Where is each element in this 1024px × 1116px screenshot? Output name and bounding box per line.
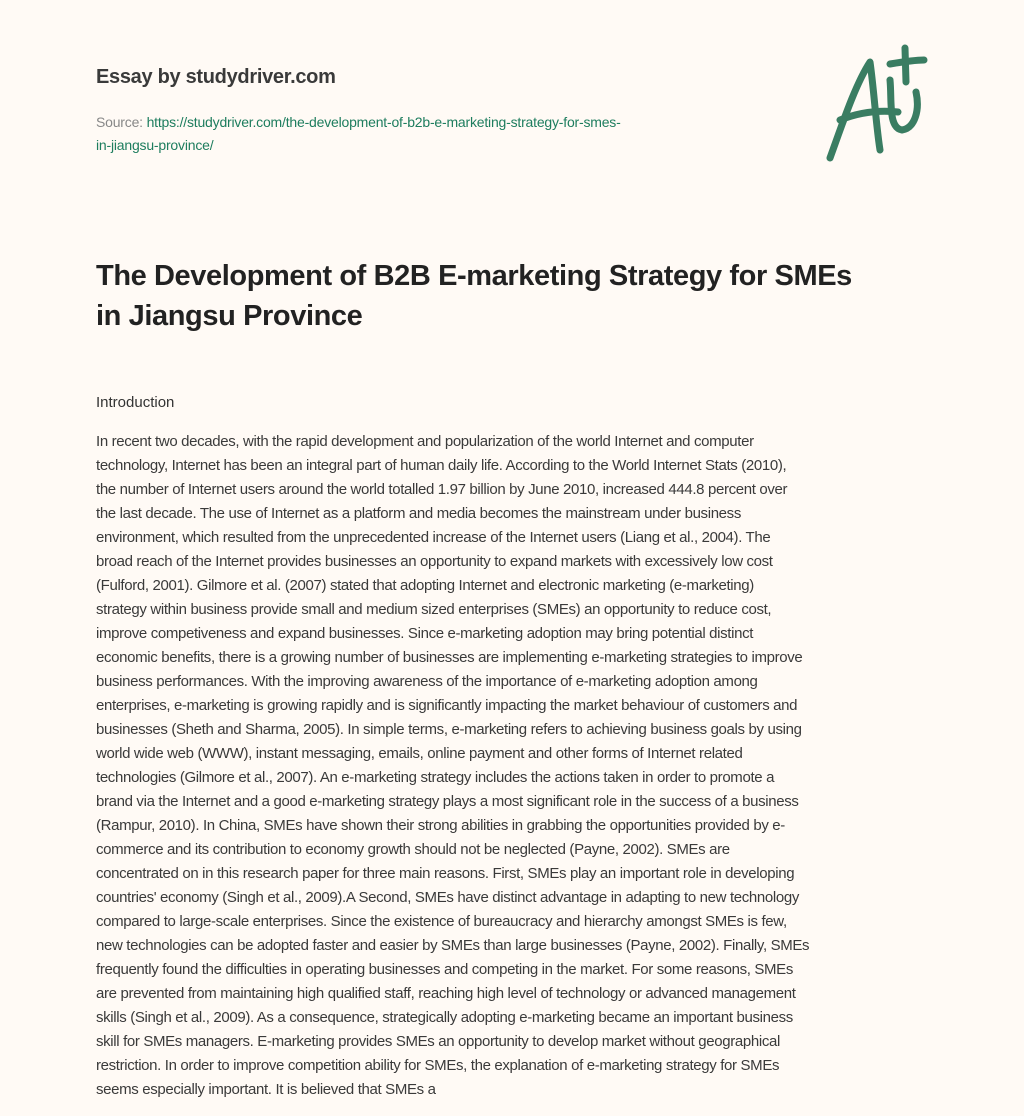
body-line: economic benefits, there is a growing number of businesses are implementing e-marketing strategies to improve: [96, 649, 803, 666]
body-line: business performances. With the improving awareness of the importance of e-marketing adoption among: [96, 673, 758, 690]
body-line: enterprises, e-marketing is growing rapidly and is significantly impacting the market behaviour of customers and: [96, 697, 798, 714]
page-title: The Development of B2B E-marketing Strategy for SMEs in Jiangsu Province: [96, 260, 852, 332]
source-label: Source:: [96, 114, 143, 130]
body-line: brand via the Internet and a good e-marketing strategy plays a most significant role in the success of a business: [96, 793, 799, 810]
body-line: are prevented from maintaining high qualified staff, reaching high level of technology or advanced management: [96, 985, 796, 1002]
body-line: businesses (Sheth and Sharma, 2005). In simple terms, e-marketing refers to achieving business goals by using: [96, 721, 802, 738]
body-line: strategy within business provide small and medium sized enterprises (SMEs) an opportunity to reduce cost,: [96, 601, 772, 618]
body-line: compared to large-scale enterprises. Since the existence of bureaucracy and hierarchy amongst SMEs is few,: [96, 913, 787, 930]
body-line: commerce and its contribution to economy growth should not be neglected (Payne, 2002). SMEs are: [96, 841, 730, 858]
body-line: (Rampur, 2010). In China, SMEs have shown their strong abilities in grabbing the opportunities provided by e-: [96, 817, 785, 834]
body-line: environment, which resulted from the unprecedented increase of the Internet users (Liang et al., 2004). The: [96, 529, 771, 546]
a-plus-logo-icon: [820, 40, 930, 170]
body-line: broad reach of the Internet provides businesses an opportunity to expand markets with excessively low cost: [96, 553, 773, 570]
body-line: countries' economy (Singh et al., 2009).A Second, SMEs have distinct advantage in adapting to new technology: [96, 889, 800, 906]
body-line: frequently found the difficulties in operating businesses and competing in the market. For some reasons, SMEs: [96, 961, 793, 978]
body-line: restriction. In order to improve competition ability for SMEs, the explanation of e-marketing strategy for SMEs: [96, 1057, 780, 1074]
body-line: world wide web (WWW), instant messaging, emails, online payment and other forms of Internet related: [96, 745, 743, 762]
body-line: improve competiveness and expand businesses. Since e-marketing adoption may bring potential distinct: [96, 625, 754, 642]
body-line: skills (Singh et al., 2009). As a consequence, strategically adopting e-marketing became an important business: [96, 1009, 793, 1026]
source-line: [96, 111, 756, 157]
body-line: the number of Internet users around the world totalled 1.97 billion by June 2010, increased 444.8 percent over: [96, 481, 788, 498]
body-line: technology, Internet has been an integral part of human daily life. According to the World Internet Stats (2010),: [96, 457, 787, 474]
body-line: seems especially important. It is believed that SMEs a: [96, 1081, 436, 1098]
section-heading: Introduction: [96, 394, 175, 411]
body-line: new technologies can be adopted faster and easier by SMEs than large businesses (Payne, 2002). Finally, SMEs: [96, 937, 810, 954]
body-line: technologies (Gilmore et al., 2007). An e-marketing strategy includes the actions taken in order to promote a: [96, 769, 775, 786]
body-line: concentrated on in this research paper for three main reasons. First, SMEs play an important role in developing: [96, 865, 795, 882]
body-line: In recent two decades, with the rapid development and popularization of the world Internet and computer: [96, 433, 754, 450]
essay-body: [96, 430, 936, 1102]
site-title: Essay by studydriver.com: [96, 66, 336, 88]
body-line: skill for SMEs managers. E-marketing provides SMEs an opportunity to develop market without geographical: [96, 1033, 780, 1050]
body-line: the last decade. The use of Internet as a platform and media becomes the mainstream under business: [96, 505, 741, 522]
body-line: (Fulford, 2001). Gilmore et al. (2007) stated that adopting Internet and electronic marketing (e-marketing): [96, 577, 754, 594]
source-link[interactable]: https://studydriver.com/the-development-of-b2b-e-marketing-strategy-for-smes- in-jiangsu-province/: [96, 114, 621, 153]
